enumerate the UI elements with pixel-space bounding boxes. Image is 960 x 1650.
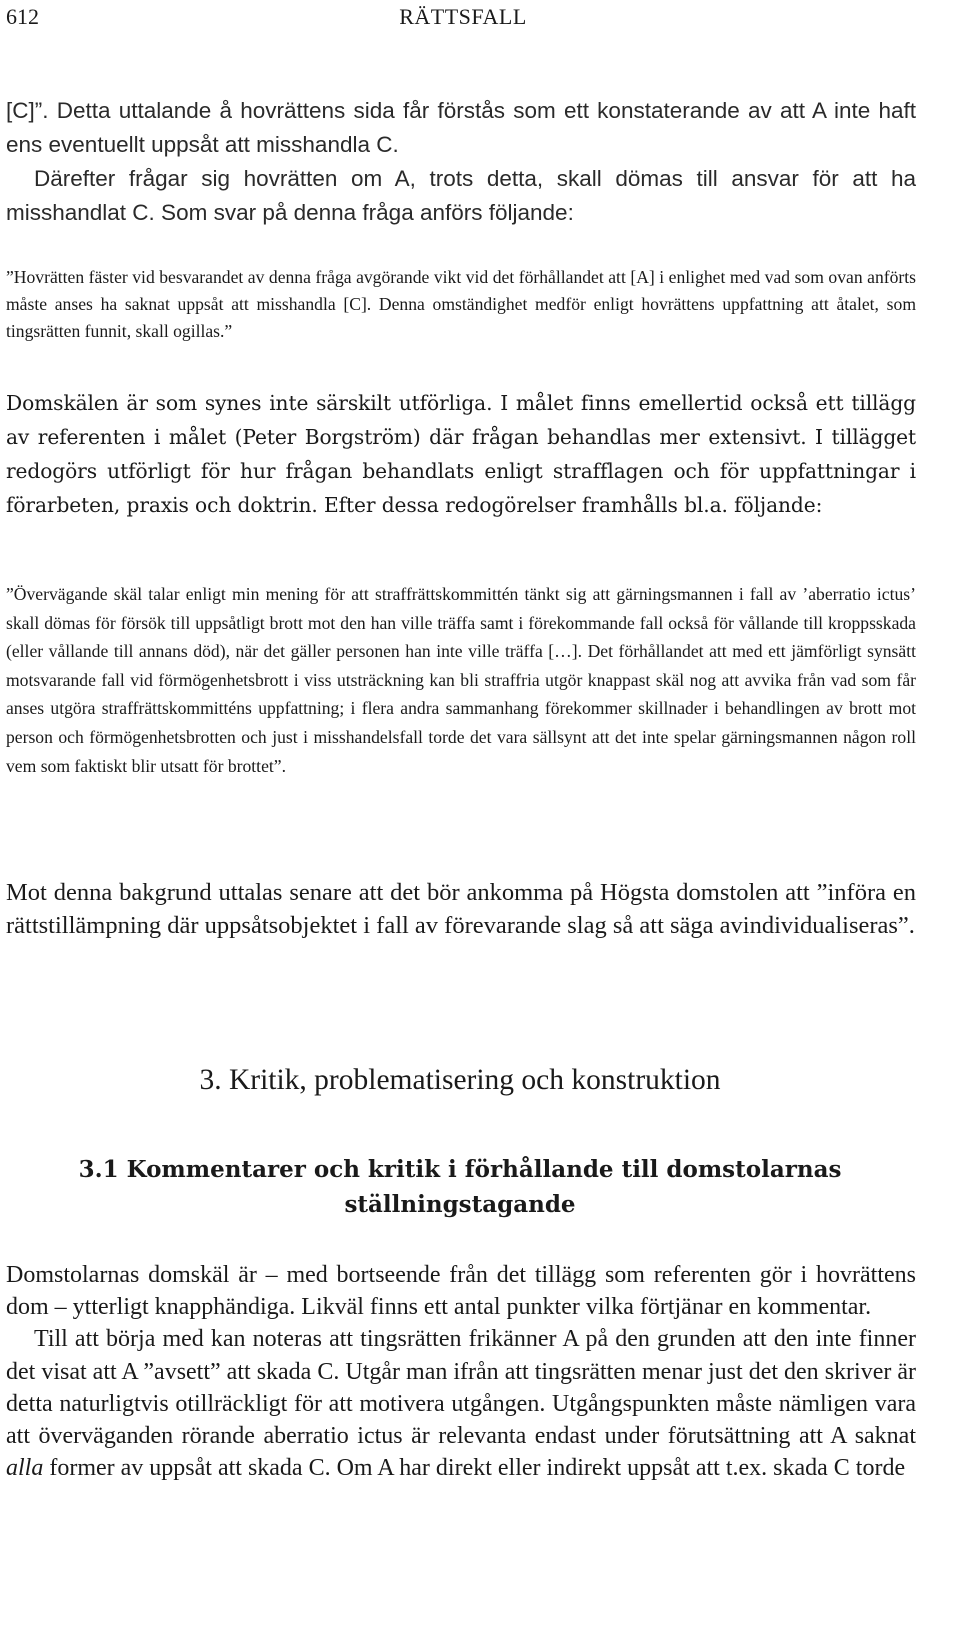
subsection-heading: 3.1 Kommentarer och kritik i förhållande till domstolarnas ställningstagande xyxy=(78,1156,842,1218)
paragraph: Mot denna bakgrund uttalas senare att det bör ankomma på Högsta domstolen att ”införa en rättstillämpning där uppsåtsobjektet i fall av förevarande slag så att säga avindividualiseras”. xyxy=(6,879,916,939)
body-block-2 xyxy=(6,386,916,522)
block-quote-1 xyxy=(6,264,916,345)
body-block-3 xyxy=(6,876,916,942)
body-block-4 xyxy=(6,1259,916,1484)
body-block-1 xyxy=(6,94,916,230)
paragraph xyxy=(6,1323,916,1484)
emphasis-text: alla xyxy=(6,1455,44,1482)
paragraph-text: Till att börja med kan noteras att tingsrätten frikänner A på den grunden att den inte finner det visat att A ”avsett” att skada C. Utgår man ifrån att tingsrätten menar just det den skriver är detta naturligtvis otillräckligt för att motivera utgången. Utgångspunkten måste nämligen vara att överväganden rörande aberratio ictus är relevanta endast under förutsättning att A saknat xyxy=(6,1326,916,1450)
paragraph: Domskälen är som synes inte särskilt utförliga. I målet finns emellertid också ett tillägg av referenten i målet (Peter Borgström) där frågan behandlas mer extensivt. I tillägget redogörs utförligt för hur frågan behandlats enligt strafflagen och för uppfattningar i förarbeten, praxis och doktrin. Efter dessa redogörelser framhålls bl.a. följande: xyxy=(6,391,916,517)
quote-text: ”Övervägande skäl talar enligt min mening för att straffrättskommittén tänkt sig att gärningsmannen i fall av ’aberratio ictus’ skall dömas för försök till uppsåtligt brott mot den han ville träffa samt i förekommande fall också för vållande till kroppsskada (eller vållande till annans död), när det gäller personen han inte ville träffa […]. Det förhållandet att med ett jämförligt synsätt motsvarande fall vid förmögenhetsbrott i viss utsträckning kan bli straffria utgör knappast skäl nog att avvika från vad som får anses utgöra straffrättskommitténs uppfattning; i flera andra sammanhang förekommer skillnader i behandlingen av brott mot person och förmögenhetsbrotten och just i misshandelsfall torde det vara sällsynt att det inte spelar gärningsmannen någon roll vem som faktiskt blir utsatt för brottet”. xyxy=(6,584,916,776)
page-header xyxy=(6,4,920,34)
page-number: 612 xyxy=(6,4,39,29)
paragraph: [C]”. Detta uttalande å hovrättens sida får förstås som ett konstaterande av att A inte haft ens eventuellt uppsåt att misshandla C. xyxy=(6,98,916,157)
paragraph: Därefter frågar sig hovrätten om A, trots detta, skall dömas till ansvar för att ha misshandlat C. Som svar på denna fråga anförs följande: xyxy=(6,166,916,225)
running-title: RÄTTSFALL xyxy=(399,4,527,29)
block-quote-2 xyxy=(6,580,916,780)
quote-text: ”Hovrätten fäster vid besvarandet av denna fråga avgörande vikt vid det förhållandet att [A] i enlighet med vad som ovan anförts måste anses ha saknat uppsåt att misshandla [C]. Denna omständighet medför enligt hovrättens uppfattning att åtalet, som tingsrätten funnit, skall ogillas.” xyxy=(6,267,916,341)
section-heading: 3. Kritik, problematisering och konstruktion xyxy=(199,1064,721,1096)
paragraph: Domstolarnas domskäl är – med bortseende från det tillägg som referenten gör i hovrättens dom – ytterligt knapphändiga. Likväl finns ett antal punkter vilka förtjänar en kommentar. xyxy=(6,1262,916,1321)
paragraph-text: former av uppsåt att skada C. Om A har direkt eller indirekt uppsåt att t.ex. skada C torde xyxy=(43,1455,906,1482)
